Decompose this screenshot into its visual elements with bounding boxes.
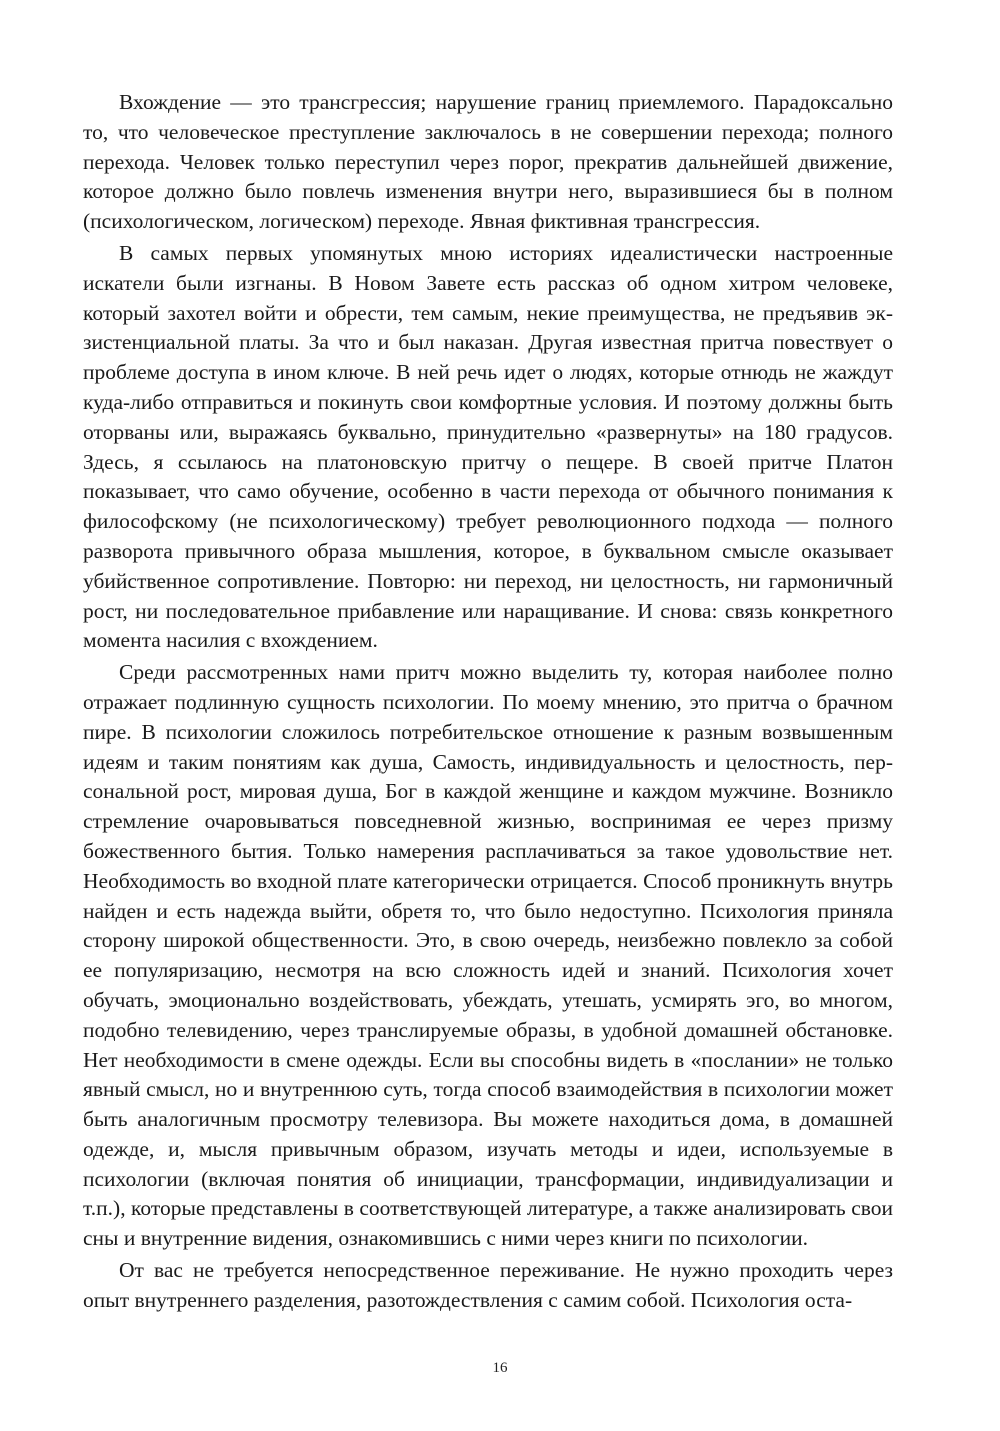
paragraph-4: От вас не требуется непосредственное переживание. Не нужно проходить через опыт внутреннего разделения, разотождествления с самим собой. Психология оста-: [83, 1258, 893, 1312]
body-text: [83, 88, 893, 1318]
paragraph-2: В самых первых упомянутых мною историях идеалистически настроенные искатели были изгнаны. В Новом Завете есть рассказ об одном хитром человеке, который захотел войти и обрести, тем самым, некие преимущества, не предъявив экзистенциальной платы. За что и был наказан. Другая известная притча повествует о проблеме доступа в ином ключе. В ней речь идет о людях, которые отнюдь не жаждут куда-либо отправиться и покинуть свои комфортные условия. И поэтому должны быть оторваны или, выражаясь буквально, принудительно «развернуты» на 180 градусов. Здесь, я ссылаюсь на платоновскую притчу о пещере. В своей притче Платон показывает, что само обучение, особенно в части перехода от обычного понимания к философскому (не психологическому) требует революционного подхода — полного разворота привычного образа мышления, которое, в буквальном смысле оказывает убийственное сопротивление. Повторю: ни переход, ни целостность, ни гармоничный рост, ни последовательное прибавление или наращивание. И снова: связь конкретного момента насилия с вхождением.: [83, 240, 893, 653]
paragraph-1: Вхождение — это трансгрессия; нарушение границ приемлемого. Парадоксально то, что человеческое преступление заключалось в не совершении перехода; полного перехода. Человек только переступил через порог, прекратив дальнейшей движение, которое должно было повлечь изменения внутри него, выразившиеся бы в полном (психологическом, логическом) переходе. Явная фиктивная трансгрессия.: [83, 90, 893, 234]
paragraph-3: Среди рассмотренных нами притч можно выделить ту, которая наиболее полно отражает подлинную сущность психологии. По моему мнению, это притча о брачном пире. В психологии сложилось потребительское отношение к разным возвышенным идеям и таким понятиям как душа, Самость, индивидуальность и целостность, персональной рост, мировая душа, Бог в каждой женщине и каждом мужчине. Возникло стремление очаровываться повседневной жизнью, воспринимая ее через призму божественного бытия. Только намерения расплачиваться за такое удовольствие нет. Необходимость во входной плате категорически отрицается. Способ проникнуть внутрь найден и есть надежда выйти, обретя то, что было недоступно. Психология приняла сторону широкой общественности. Это, в свою очередь, неизбежно повлекло за собой ее популяризацию, несмотря на всю сложность идей и знаний. Психология хочет обучать, эмоционально воздействовать, убеждать, утешать, усмирять эго, во многом, подобно телевидению, через транслируемые образы, в удобной домашней обстановке. Нет необходимости в смене одежды. Если вы способны видеть в «послании» не только явный смысл, но и внутреннюю суть, тогда способ взаимодействия в психологии может быть аналогичным просмотру телевизора. Вы можете находиться дома, в домашней одежде, и, мысля привычным образом, изучать методы и идеи, используемые в психологии (включая понятия об инициации, трансформации, индивидуализации и т.п.), которые представлены в соответствующей литературе, а также анализировать свои сны и внутренние видения, ознакомившись с ними через книги по психологии.: [83, 660, 893, 1251]
page-number: 16: [492, 1360, 508, 1376]
